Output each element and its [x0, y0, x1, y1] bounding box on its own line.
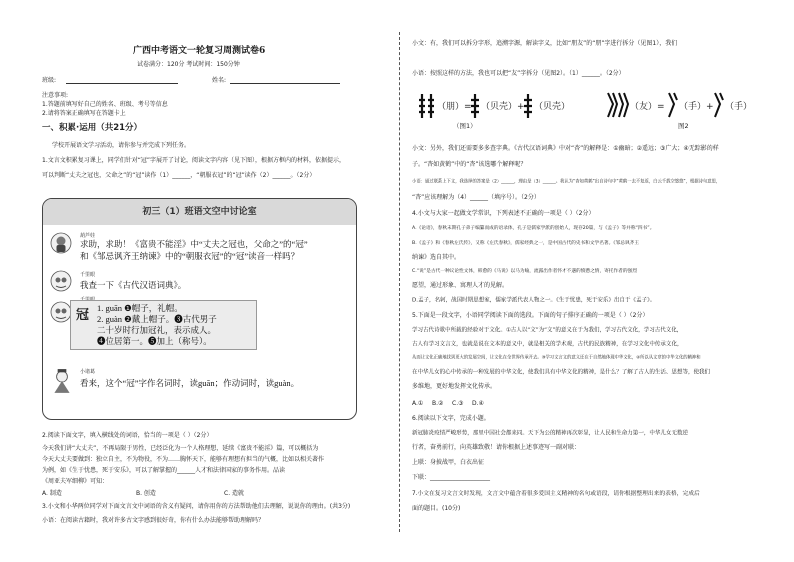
q4-option-b-cont: 纳谏》选自其中。	[412, 254, 461, 261]
column-divider	[399, 32, 400, 532]
definition-line3: 二十岁时行加冠礼，表示成人。	[97, 325, 217, 335]
q1-line1: 1.文言文积累复习课上，同学们针对“冠”字展开了讨论，阅读文字内容（见下图），根据方框内的材料，依据提示，	[42, 157, 345, 164]
q4-option-c[interactable]: C.“说”是古代一种议论性文体，韩愈的《马说》以马为喻，流露出作者怀才不遇的愤懑之情，寄托作者的强烈	[412, 268, 637, 274]
q5-passage-line2: 古人有学习文言文，也就是说在文本的意义中，就是相关的学术观，古代的民族精神，在学习文化中传承文化，	[412, 341, 683, 348]
q2-option-a[interactable]: A. 制造	[42, 490, 62, 497]
q5-option-a[interactable]: A.①	[412, 400, 424, 407]
fig2-eq2: （手）+	[679, 102, 714, 112]
ancient-peng-glyph-icon	[417, 92, 437, 120]
definition-line1: 1. guān ❶帽子，礼帽。	[97, 303, 183, 313]
user-name: 葫芦娃	[80, 233, 96, 239]
q2-line3: 今天大丈夫要做到：独立自主，不为物役，不为……胸怀天下，能够有理想有担当的气概，比如以相关著作	[42, 456, 325, 463]
fig1-caption: （图1）	[453, 122, 477, 130]
q6-line1: 新冠肺炎疫情严峻形势，那里中国社会都来同。天下为公的精神再次彰显，让人民和生命力第一，中华儿女无数逆	[412, 430, 689, 437]
name-label: 姓名:	[212, 77, 227, 84]
notice-1: 1.答题前填写好自己的姓名、班级、考号等信息	[42, 101, 168, 108]
fig1-eq2: （贝壳）+	[481, 102, 525, 112]
r-line3: 小文：另外，我们还需要多多查字典。《古代汉语词典》中对“杏”的解释是：①幽暗；②遥远；③广大；④无踪影的样	[412, 145, 719, 152]
q3-line2: 小语：在阅读古籍时，我对许多古文字感到很好奇，你有什么办法能够帮助理解吗？	[42, 517, 265, 524]
farsight-avatar-icon	[50, 301, 72, 323]
r-line6: “杳”应该理解为（4）______（填序号）。（2分）	[412, 194, 540, 201]
notice-2: 2.请将答案正确填写在答题卡上	[42, 110, 126, 117]
q5-passage-line3: 从而让文化正确地找到更大的发展空间，让文化在全世界传承开去。③学习文言文的意义还在于自然地体现中华文化，④所以从文章的中华文化的精神和	[412, 355, 701, 361]
r-line2: 小语：按照这样的方法，我也可以把“友”字拆分（见图2）。（1）______。（2分）	[412, 70, 625, 77]
definition-character: 冠	[76, 308, 90, 323]
user-name: 千里眼	[80, 272, 96, 278]
fig2-eq3: （手）	[725, 102, 753, 112]
q5-passage-line1: 学习古代诗歌中所载的经验对于文化。①古人以“文”为“文”的意义在于为我们，学习古代文化，学习古代文化，	[412, 327, 683, 334]
r-line1: 小文：有，我们可以拆分字形，追溯字源，解读字义，比如“朋友”的“朋”字进行拆分（见图1），我们	[412, 40, 678, 47]
gourd-kid-avatar-icon	[50, 232, 72, 254]
q4-option-b[interactable]: B.《孟子》和《春秋左氏传》，又称《左氏春秋》，儒家经典之一，是中国古代的史书和文学名著。《邹忌讽齐王	[412, 240, 640, 246]
fig1-eq3: （贝壳）	[534, 102, 571, 112]
q3-line1: 3.小文和小华两位同学对下面文言文中词语的含义有疑问，请你用你的方法帮助他们去理解，说说你的理由。(共3分)	[42, 503, 351, 510]
notice-title: 注意事项:	[42, 92, 69, 99]
class-field-line[interactable]	[66, 83, 178, 84]
message-1-line2: 和《邹忌讽齐王纳谏》中的“朝服衣冠”的“冠”读音一样吗？	[80, 251, 300, 261]
ancient-you-glyph-icon	[604, 90, 630, 120]
fig2-caption: 图2	[678, 122, 689, 130]
discussion-room-header: 初三（1）班语文空中讨论室	[43, 199, 356, 225]
q2-line4: 为例，如《生于忧患，死于安乐》，可以了解掌握的______人才和法律国家的事务作用。品读	[42, 467, 286, 474]
r-line4: 子。“杳如黄鹤”中的“杳”该选哪个解释呢？	[412, 161, 527, 168]
farsight-avatar-icon	[50, 270, 72, 292]
q2-line1: 2.阅读下面文字，填入横线处的词语，恰当的一项是（ ）（2分）	[42, 432, 213, 439]
class-label: 班级:	[42, 77, 57, 84]
exam-meta: 试卷满分：120分 考试时间：150分钟	[137, 61, 240, 68]
message-2: 我查一下《古代汉语词典》。	[80, 280, 187, 290]
q5-option-d[interactable]: D.④	[472, 400, 484, 407]
name-field-line[interactable]	[230, 83, 340, 84]
user-name: 小诸葛	[80, 369, 96, 375]
zhuge-avatar-icon	[50, 368, 74, 394]
q4-option-c-cont: 愿望，通过形象、寓理人才的见解。	[412, 282, 509, 289]
q2-line5: 《周亚夫军细柳》可知：	[42, 478, 109, 485]
q5-title: 5.下面是一段文字，小语同学阅读下面的选段。下面的句子排序正确的一项是（ ）（2分）	[412, 312, 649, 319]
q4-title: 4.小文与大家一起做文学常识，下列表述不正确的一项是（ ）（2分）	[412, 210, 595, 217]
q5-passage-line4: 在中华儿女的心中传承的一种发展的中华文化，使我们具有中华文化的精神，是什么？了解了古人的生活、思想等，使我们	[412, 369, 711, 376]
q5-option-c[interactable]: C.③	[452, 400, 464, 407]
q4-option-a[interactable]: A.《论语》，春秋末期孔子弟子编纂而成的语录体，孔子是儒家学派的创始人，现存20篇，与《孟子》等并称“四书”。	[412, 225, 655, 231]
ancient-shell-glyph-icon	[522, 92, 534, 120]
definition-line2: 2. guàn ❷戴上帽子。❸古代男子	[97, 314, 217, 324]
q5-option-b[interactable]: B.②	[432, 400, 444, 407]
section-heading: 一、积累·运用（共21分）	[42, 123, 143, 133]
fig1-eq1: （朋）=	[437, 102, 472, 112]
q7-line1: 7.小文在复习文言文时发现，文言文中蕴含着很多爱国主义精神的名句或语段，请你根据整理出来的表格，完成后	[412, 490, 700, 497]
q2-option-c[interactable]: C. 造就	[224, 490, 245, 497]
definition-line4: ❹位居第一。❺加上（称号）。	[97, 336, 212, 346]
section-intro: 学校开展语文学习活动，请你参与并完成下列任务。	[52, 142, 191, 149]
ancient-shell-glyph-icon	[469, 92, 481, 120]
ancient-hand-glyph-icon	[666, 90, 678, 120]
q2-option-b[interactable]: B. 创造	[136, 490, 156, 497]
q7-line2: 面的题目。(10分)	[412, 505, 461, 512]
message-1-line1: 求助，求助！《富贵不能淫》中“丈夫之冠也，父命之”的“冠”	[80, 239, 308, 249]
fig2-eq1: （友）=	[630, 102, 665, 112]
page-title: 广西中考语文一轮复习周测试卷6	[133, 46, 266, 56]
q6-title: 6.阅读以下文字，完成小题。	[412, 415, 490, 422]
q4-option-d[interactable]: D.孟子，名轲，战国时期思想家，儒家学派代表人物之一。《生于忧患，死于安乐》出自于《孟子》。	[412, 297, 656, 304]
r-line5: 小语：通过联系上下文，我选择的答案是（2）______，理由是（3）______。我认为“杳如黄鹤”出自诗句中“黄鹤一去不复返，白云千载空悠悠”，根据诗句意思，	[412, 179, 721, 185]
q6-lower-couplet[interactable]: 下联：____________________	[412, 474, 491, 481]
q2-line2: 今天我们讲“大丈夫”，不再局限于男性，已经泛化为一个人格理想，延续《富贵不能淫》篇，可以概括为	[42, 445, 319, 452]
q6-upper-couplet: 上联：身披战甲，白衣出征	[412, 459, 485, 466]
q6-line2: 行者，奋勇前行，向英雄致敬！请你根据上述事迹写一副对联：	[412, 444, 581, 451]
q5-passage-line5: 多维地，更好地发挥文化传承。	[412, 383, 497, 390]
ancient-hand-glyph-icon	[712, 90, 724, 120]
q1-line2: 可以判断“丈夫之冠也，父命之”的“冠”读作（1）______，“朝服衣冠”的“冠”读作（2）______。（2分）	[42, 172, 316, 179]
message-4: 看来，这个“冠”字作名词时，读guān；作动词时，读guàn。	[80, 378, 300, 388]
